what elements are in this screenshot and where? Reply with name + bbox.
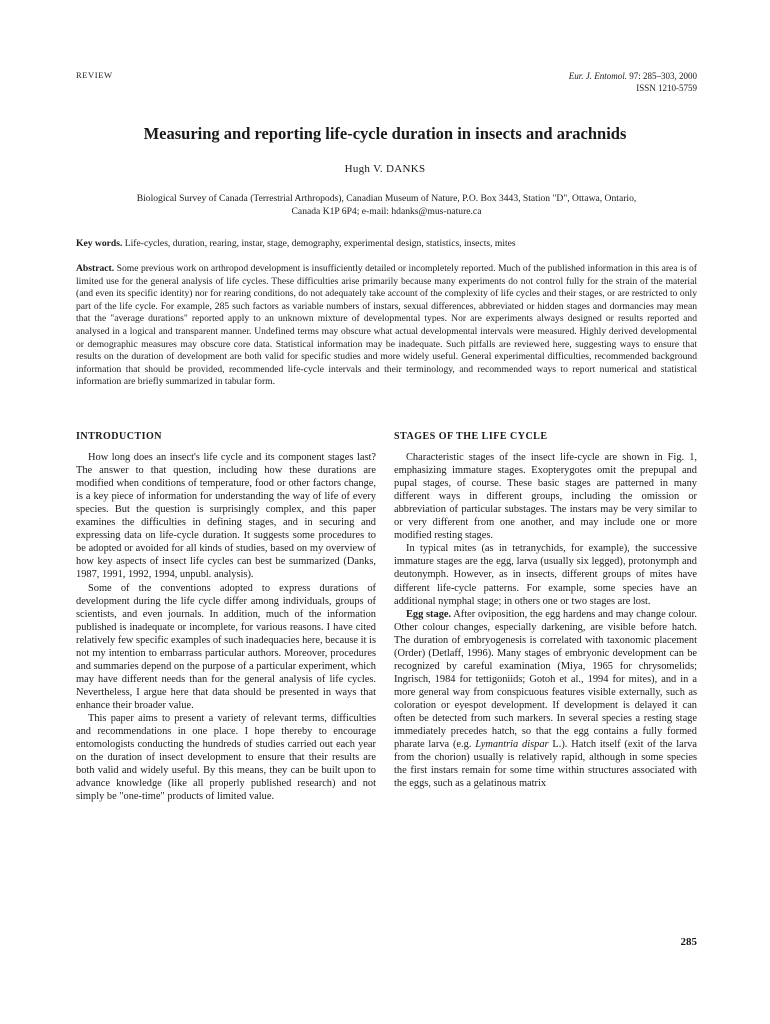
- affiliation-line-2: Canada K1P 6P4; e-mail: hdanks@mus-nature.ca: [291, 206, 482, 217]
- egg-stage-label: Egg stage.: [406, 608, 452, 620]
- egg-stage-paragraph: [394, 608, 697, 791]
- egg-stage-text: After oviposition, the egg hardens and may change colour. Other colour changes, especially darkening, are visible before hatch. The duration of embryogenesis is correlated with taxonomic placement (Order) (Detlaff, 1996). Many stages of embryonic development can be recognized by careful examination (Miya, 1965 for chrysomelids; Ingrisch, 1984 for tettigoniids; Gotoh et al., 1994 for mites), and in a more general way from conspicuous features visible externally, such as coloration or eyespot development. If development is delayed it can often be detected from such markers. In several species a resting stage immediately precedes hatch, so that the egg contains a fully formed pharate larva (e.g.: [394, 608, 697, 751]
- stages-paragraph-2: In typical mites (as in tetranychids, for example), the successive immature stages are the egg, larva (usually six legged), protonymph and deutonymph. However, as in insects, different groups of mites have different life-cycle patterns. For example, some species have an additional nymphal stage; in others one or two stages are lost.: [394, 543, 697, 607]
- section-label: REVIEW: [76, 70, 113, 80]
- page-number: 285: [680, 936, 697, 948]
- author-name: Hugh V. DANKS: [344, 163, 426, 175]
- journal-citation: [569, 70, 697, 94]
- article-title: Measuring and reporting life-cycle duration in insects and arachnids: [143, 124, 627, 143]
- author-affiliation: [76, 192, 697, 218]
- issn: ISSN 1210-5759: [636, 83, 697, 93]
- stages-paragraph-1: Characteristic stages of the insect life-cycle are shown in Fig. 1, emphasizing immature stages. Exopterygotes omit the prepupal and pupal stages, of course. These basic stages are patterned in many different ways in different groups, including the omission or abbreviation of particular substages. The instars may be very similar to or very different from one another, and may include one or more modified resting stages.: [394, 452, 697, 542]
- introduction-heading: INTRODUCTION: [76, 431, 163, 442]
- stages-heading: STAGES OF THE LIFE CYCLE: [394, 431, 548, 442]
- species-name: Lymantria dispar: [475, 739, 549, 751]
- keywords-text: Life-cycles, duration, rearing, instar, stage, demography, experimental design, statistics, insects, mites: [124, 238, 516, 249]
- abstract-label: Abstract.: [76, 263, 115, 274]
- right-column: [394, 430, 697, 790]
- introduction-paragraph-3: This paper aims to present a variety of relevant terms, difficulties and recommendations in one place. I hope thereby to encourage entomologists conducting the hundreds of studies carried out each year on the duration of insect development to ensure that their results are both valid and widely useful. By this means, they can be built upon to advance knowledge (like all properly published research) and not simply be "one-time" products of limited value.: [76, 712, 376, 803]
- left-column: [76, 430, 376, 803]
- journal-name: Eur. J. Entomol.: [568, 71, 627, 81]
- abstract-text: Some previous work on arthropod development is insufficiently detailed or incompletely reported. Much of the published information in this area is of limited use for the general analysis of life cycles. These difficulties arise primarily because many experiments do not control fully for the strain of the material (and even its specific identity) nor for rearing conditions, do not adequately take account of the complexity of life cycles and their stages, or are restricted to only part of the life cycle. For example, 285 such factors as variable numbers of instars, sexual differences, abbreviated or hidden stages and dormancies may mean that the "average durations" reported apply to an unknown mixture of developmental types. Nor are experiments always designed or results reported and analysed in a logical and transparent manner. Undefined terms may obscure what actual developmental intervals were measured. Highly derived developmental or demographic measures may obscure core data. Statistical information may be inadequate. Such pitfalls are reviewed here, suggesting ways to ensure that results on the duration of development are both valid for specific studies and more widely useful. General experimental difficulties, recommended background information that should be provided, recommended life-cycle intervals and their terminology, and recommended ways to report numerical and statistical information are briefly summarized in tabular form.: [76, 263, 697, 388]
- egg-stage-text-cont: L.). Hatch itself (exit of the larva from the chorion) usually is relatively rapid, although in some species the first instars remain for some time within structures associated with the eggs, such as a gelatinous matrix: [394, 739, 697, 790]
- introduction-paragraph-1: How long does an insect's life cycle and its component stages last? The answer to that question, including how these durations are modified when conditions of temperature, food or other factors change, is a key piece of information for understanding the way of life of every species. But the question is surprisingly complex, and this paper examines the difficulties in defining stages, and in securing and expressing data on life-cycle duration. It suggests some procedures to be adopted or avoided for all kinds of studies, based on my overview of how key aspects of insect life cycles can best be summarized (Danks, 1987, 1991, 1992, 1994, unpubl. analysis).: [76, 452, 376, 581]
- keywords-label: Key words.: [76, 238, 123, 249]
- introduction-paragraph-2: Some of the conventions adopted to express durations of development during the life cycle differ among individuals, groups of scientists, and even journals. In addition, much of the information published is inadequate or incomplete, for various reasons. I have cited relatively few specific examples of such inadequacies here, because it is not my intention to embarrass particular authors. Moreover, procedures and summaries depend on the purpose of a particular experiment, which may have different needs than for the general analysis of life cycles. Nevertheless, I argue here that data should be presented in ways that enhance their broader value.: [76, 582, 376, 711]
- journal-line: [569, 70, 697, 82]
- keywords: [76, 237, 697, 250]
- affiliation-line-1: Biological Survey of Canada (Terrestrial Arthropods), Canadian Museum of Nature, P.O. Box 3443, Station "D", Ottawa, Ontario,: [136, 193, 637, 204]
- volume-pages: 97: 285–303, 2000: [629, 71, 697, 81]
- abstract: [76, 263, 697, 389]
